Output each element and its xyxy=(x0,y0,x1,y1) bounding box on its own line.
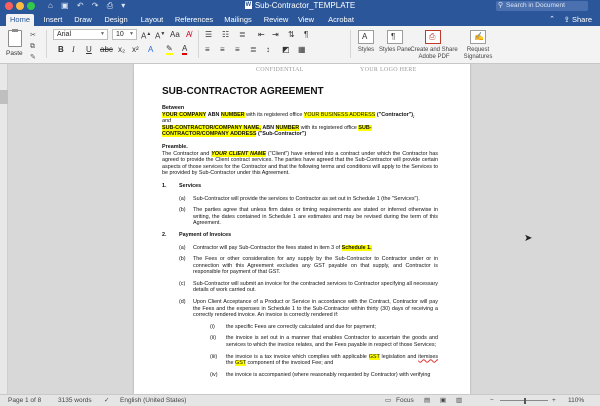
party2-role: ("Sub-Contractor") xyxy=(257,131,307,138)
tab-layout[interactable]: Layout xyxy=(140,15,164,24)
show-formatting-icon[interactable]: ¶ xyxy=(304,30,309,39)
grow-font-icon[interactable]: A▲ xyxy=(141,31,152,41)
clause-text-wrap xyxy=(193,245,438,252)
document-page[interactable] xyxy=(134,64,470,394)
font-size-select[interactable] xyxy=(112,29,137,40)
clause-text: Contractor will pay Sub-Contractor the fees stated in item 3 of xyxy=(193,244,341,251)
borders-icon[interactable]: ▦ xyxy=(298,45,306,54)
change-case-icon[interactable]: Aa xyxy=(170,30,180,39)
document-body[interactable] xyxy=(162,86,438,383)
subclause-text-wrap xyxy=(226,354,438,367)
tab-insert[interactable]: Insert xyxy=(43,15,63,24)
document-canvas[interactable] xyxy=(8,64,600,394)
zoom-out-icon[interactable]: − xyxy=(490,397,494,404)
clause-text: The Fees or other consideration for any supply by the Sub-Contractor to Contractor under or in connection with this Agreement excludes any GST payable on that supply, and Contractor is responsible for payment of that GST. xyxy=(193,256,438,276)
align-right-icon[interactable]: ≡ xyxy=(235,45,240,54)
paste-label: Paste xyxy=(6,50,23,57)
subclause-text: the xyxy=(226,360,234,367)
party2-abn: ABN xyxy=(262,124,275,131)
clause xyxy=(162,245,438,252)
clear-formatting-icon[interactable]: A̸ xyxy=(186,30,192,39)
italic-icon[interactable]: I xyxy=(72,45,75,54)
preamble-text xyxy=(162,151,438,177)
and-label: and xyxy=(162,118,171,125)
clause xyxy=(162,256,438,276)
title-bar xyxy=(0,0,600,12)
search-placeholder: Search in Document xyxy=(506,2,565,9)
between-label: Between xyxy=(162,105,185,111)
share-label: Share xyxy=(571,15,592,24)
gst-highlight: GST xyxy=(368,353,380,360)
party-1 xyxy=(162,112,438,119)
subclause xyxy=(162,372,438,379)
bullets-icon[interactable]: ☰ xyxy=(205,30,213,39)
chevron-down-icon: ▼ xyxy=(129,31,134,37)
language[interactable]: English (United States) xyxy=(120,397,187,404)
preamble-part2: ("Client") have entered into a contract under which the Contractor has agreed to provide the Client contract services. The parties have agreed that the Sub-Contractor will provide certain aspects of those services for the Contractor and that the following terms and conditions will apply to the Services to be provided by Sub-Contractor under this Agreement. xyxy=(162,150,438,177)
vertical-ruler[interactable] xyxy=(0,64,8,394)
party1-number: NUMBER xyxy=(220,111,245,118)
subclause xyxy=(162,324,438,331)
multilevel-list-icon[interactable]: ≣ xyxy=(239,30,246,39)
subclause-text: the specific Fees are correctly calculated and due for payment; xyxy=(226,323,376,330)
focus-mode[interactable]: Focus xyxy=(396,397,414,404)
clause-letter: (b) xyxy=(179,256,186,263)
subclause-number: (ii) xyxy=(210,335,216,342)
gst-highlight: GST xyxy=(235,360,246,367)
clause-text: Sub-Contractor will provide the services to Contractor as set out in Schedule 1 (the "Services"). xyxy=(193,195,420,202)
increase-indent-icon[interactable]: ⇥ xyxy=(272,30,279,39)
styles-pane-label: Styles Pane xyxy=(378,47,412,53)
justify-icon[interactable]: ≣ xyxy=(250,45,257,54)
font-name-value: Arial xyxy=(57,31,72,38)
font-name-select[interactable] xyxy=(53,29,108,40)
party2-name: SUB-CONTRACTOR/COMPANY NAME, xyxy=(162,124,261,131)
clause-text: The parties agree that unless firm dates or timing requirements are stated or inferred otherwise in writing, the dates contained in Schedule 1 are estimates and may be revised during the term of this Agreement. xyxy=(193,207,438,227)
subclause-text: the invoice is accompanied (where reasonably requested by Contractor) with verifying xyxy=(226,371,431,378)
adobe-pdf-icon[interactable]: ⎙ xyxy=(425,30,441,44)
preamble-label: Preamble. xyxy=(162,143,188,150)
section-heading xyxy=(162,183,438,190)
quick-access-toolbar[interactable]: ⌂ ▣ ↶ ↷ ⎙ ▾ xyxy=(48,1,129,10)
word-doc-icon: W xyxy=(245,2,252,8)
subscript-icon[interactable]: x₂ xyxy=(118,45,126,54)
ribbon-tab-bar xyxy=(0,12,600,26)
underline-icon[interactable]: U xyxy=(86,45,92,54)
section-number: 2. xyxy=(162,231,167,238)
superscript-icon[interactable]: x² xyxy=(132,45,139,54)
party1-company: YOUR COMPANY xyxy=(162,111,207,118)
chevron-down-icon: ▼ xyxy=(100,31,105,37)
proofing-icon[interactable]: ✓ xyxy=(104,397,110,404)
search-input[interactable] xyxy=(496,1,588,11)
tab-home[interactable]: Home xyxy=(6,14,34,26)
font-size-value: 10 xyxy=(116,31,124,38)
schedule-reference: Schedule 1. xyxy=(341,244,372,251)
clause-text: Sub-Contractor will submit an invoice for the contracted services to Contractor specifying all necessary details of work carried out. xyxy=(193,280,438,294)
subclause-number: (iii) xyxy=(210,353,218,360)
text-effects-icon[interactable]: A xyxy=(148,45,154,54)
header-logo-placeholder: YOUR LOGO HERE xyxy=(360,67,417,73)
styles-pane-icon[interactable]: ¶ xyxy=(387,30,403,44)
subclause-number: (i) xyxy=(210,323,215,330)
web-layout-icon[interactable]: ▥ xyxy=(456,397,463,404)
party2-text: with its registered office xyxy=(300,124,357,131)
tab-mailings[interactable]: Mailings xyxy=(224,15,252,24)
party1-abn: ABN xyxy=(207,111,220,118)
divider xyxy=(198,30,199,58)
party2-address: SUB-CONTRACTOR/COMPANY ADDRESS xyxy=(162,124,372,138)
clause xyxy=(162,299,438,319)
styles-gallery-icon[interactable]: A xyxy=(358,30,374,44)
party1-end: , xyxy=(413,111,415,118)
font-color-icon[interactable]: A xyxy=(182,44,188,53)
collapse-ribbon-icon[interactable]: ⌃ xyxy=(549,16,555,23)
subclause-text: the invoice is a tax invoice which complies with applicable xyxy=(226,353,367,360)
strikethrough-icon[interactable]: abc xyxy=(100,45,113,54)
tab-draw[interactable]: Draw xyxy=(74,15,92,24)
subclause-text: the invoice is set out in a manner that enables Contractor to ascertain the goods and services to which the invoice relates, and the Fees payable in respect of those Services; xyxy=(226,335,438,349)
clause xyxy=(162,281,438,294)
request-sig-label: Request Signatures xyxy=(463,47,493,60)
clause-letter: (d) xyxy=(179,299,186,306)
party1-role: ("Contractor") xyxy=(376,111,414,118)
paste-icon[interactable] xyxy=(8,30,22,47)
sort-icon[interactable]: ⇅ xyxy=(288,30,295,39)
shading-icon[interactable]: ◩ xyxy=(282,45,290,54)
ribbon-home xyxy=(0,26,600,64)
share-icon: ⇪ xyxy=(563,15,572,24)
shrink-font-icon[interactable]: A▼ xyxy=(155,31,166,41)
print-layout-icon[interactable]: ▣ xyxy=(440,397,447,404)
zoom-in-icon[interactable]: + xyxy=(552,397,556,404)
align-center-icon[interactable]: ≡ xyxy=(220,45,225,54)
share-button[interactable] xyxy=(564,14,592,25)
preamble-client: YOUR CLIENT NAME xyxy=(211,150,266,157)
mouse-pointer-icon: ➤ xyxy=(524,233,533,244)
focus-icon[interactable]: ▭ xyxy=(385,397,392,404)
highlight-icon[interactable]: ✎ xyxy=(166,44,173,53)
tab-design[interactable]: Design xyxy=(104,15,128,24)
section-title: Services xyxy=(179,182,202,189)
numbering-icon[interactable]: ☷ xyxy=(222,30,230,39)
search-icon: ⚲ xyxy=(498,2,504,9)
tab-references[interactable]: References xyxy=(174,15,214,24)
party-2 xyxy=(162,125,438,138)
party2-number: NUMBER xyxy=(275,124,300,131)
clause-letter: (c) xyxy=(179,280,186,287)
subclause xyxy=(162,354,438,367)
subclause-text: component of the invoiced Fee; and xyxy=(247,360,334,367)
tab-acrobat[interactable]: Acrobat xyxy=(328,15,354,24)
read-mode-icon[interactable]: ▤ xyxy=(424,397,431,404)
styles-label: Styles xyxy=(357,47,375,53)
divider xyxy=(350,30,351,58)
align-left-icon[interactable]: ≡ xyxy=(205,45,210,54)
decrease-indent-icon[interactable]: ⇤ xyxy=(258,30,265,39)
clause-letter: (b) xyxy=(179,207,186,214)
tab-review[interactable]: Review xyxy=(263,15,289,24)
section-title: Payment of Invoices xyxy=(179,231,232,238)
clipboard-icons[interactable]: ✂ ⧉ ✎ xyxy=(30,32,36,61)
clause xyxy=(162,207,438,227)
status-bar xyxy=(0,394,600,406)
subclause xyxy=(162,335,438,348)
section-heading xyxy=(162,232,438,239)
header-confidential: CONFIDENTIAL xyxy=(256,67,304,73)
clause-letter: (a) xyxy=(179,195,186,202)
bold-icon[interactable]: B xyxy=(58,45,64,54)
subclause-text: legislation and xyxy=(381,353,417,360)
create-pdf-label: Create and Share Adobe PDF xyxy=(410,47,458,60)
clause-text: Upon Client Acceptance of a Product or Service in accordance with the Contract, Contractor will pay the Fees and the expenses in Schedule 1 to the Sub-Contractor within thirty (30) days of receiving a correctly rendered invoice. An invoice is correctly rendered if: xyxy=(193,299,438,319)
party1-text: with its registered office xyxy=(246,111,303,118)
spelling-flag[interactable]: itemises xyxy=(418,353,439,360)
preamble-part1: The Contractor and xyxy=(162,150,210,157)
divider xyxy=(46,30,47,58)
word-count[interactable]: 3135 words xyxy=(58,397,92,404)
zoom-level[interactable]: 110% xyxy=(568,397,585,404)
document-title: SUB-CONTRACTOR AGREEMENT xyxy=(162,86,324,97)
line-spacing-icon[interactable]: ↕ xyxy=(266,45,270,54)
subclause-number: (iv) xyxy=(210,371,218,378)
window-title-text: Sub-Contractor_TEMPLATE xyxy=(254,1,356,10)
request-signature-icon[interactable]: ✍ xyxy=(470,30,486,44)
zoom-slider-handle[interactable] xyxy=(524,398,526,404)
ruler-margin-marker xyxy=(0,90,8,104)
section-number: 1. xyxy=(162,182,167,189)
clause xyxy=(162,196,438,203)
page-count[interactable]: Page 1 of 8 xyxy=(8,397,42,404)
party1-address: YOUR BUSINESS ADDRESS xyxy=(303,111,376,118)
tab-view[interactable]: View xyxy=(297,15,315,24)
clause-letter: (a) xyxy=(179,244,186,251)
